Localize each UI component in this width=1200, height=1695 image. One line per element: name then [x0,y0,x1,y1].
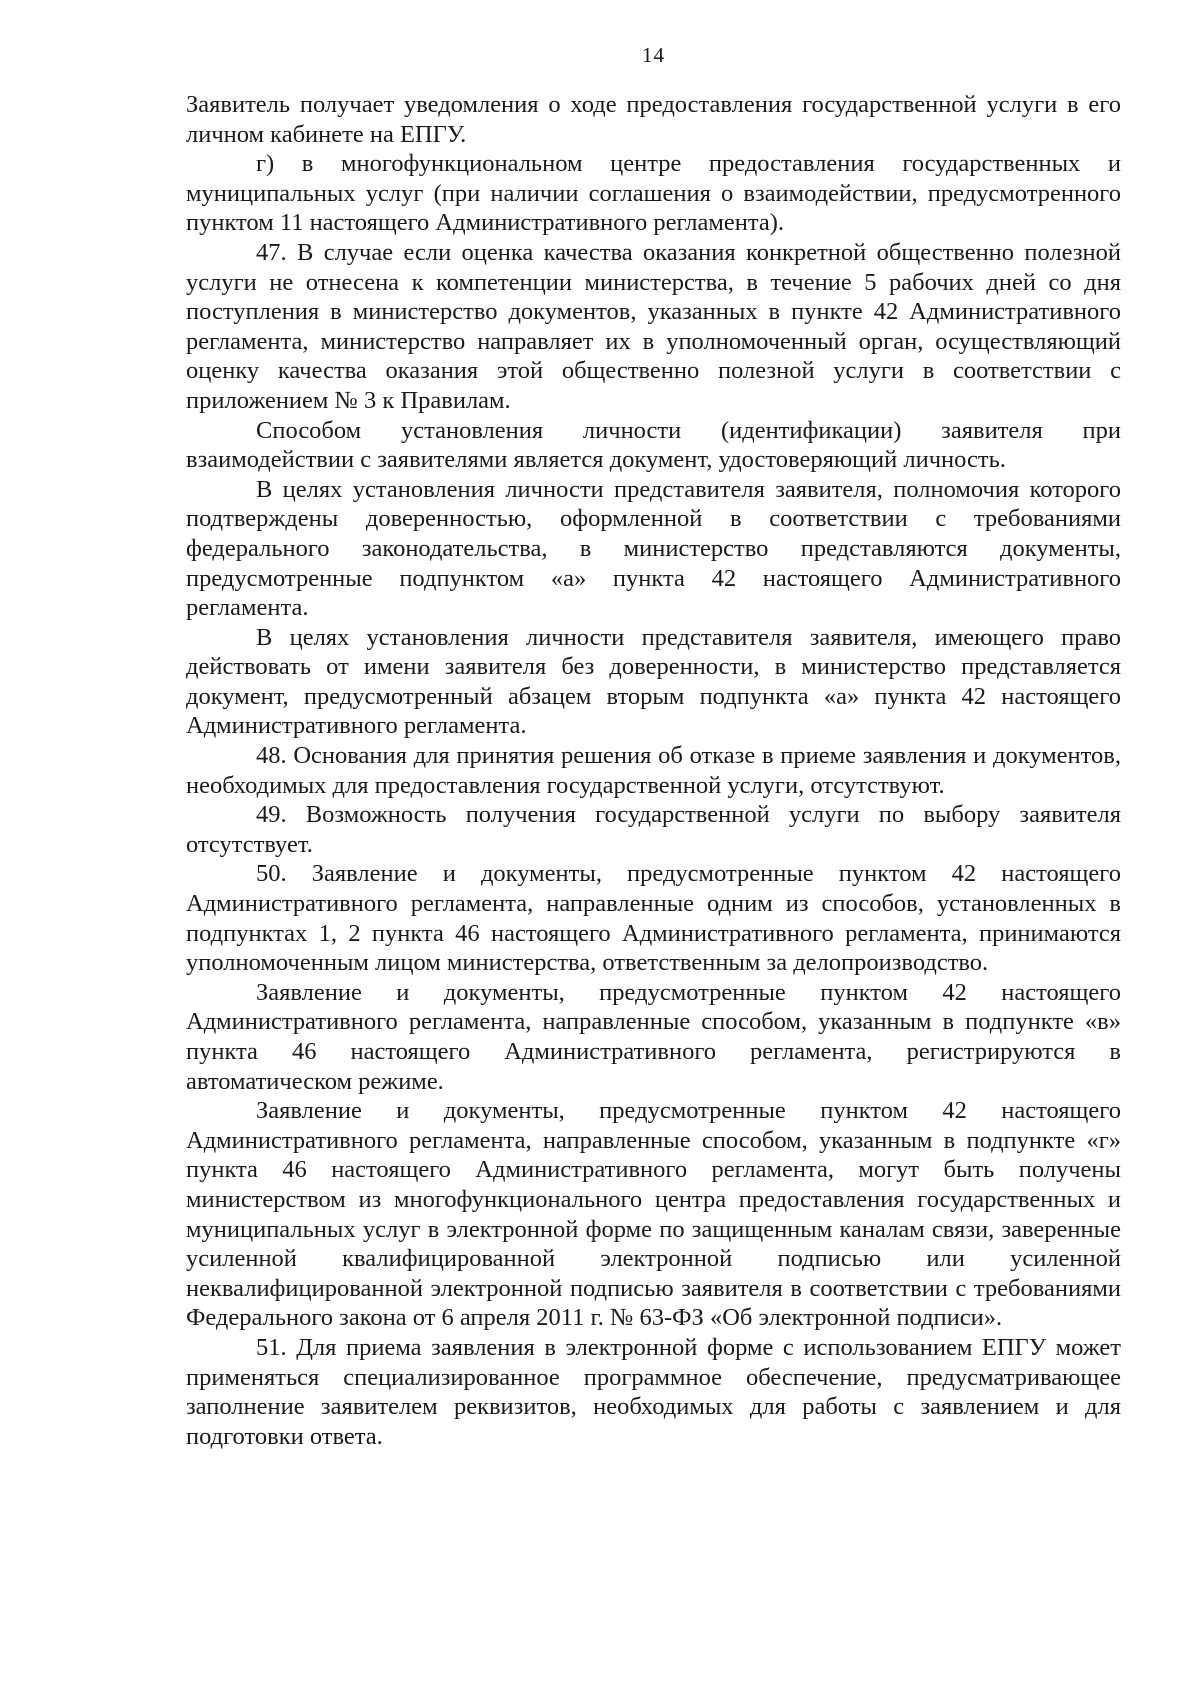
paragraph-51: 51. Для приема заявления в электронной форме с использованием ЕПГУ может применяться специализированное программное обеспечение, предусматривающее заполнение заявителем реквизитов, необходимых для работы с заявлением и для подготовки ответа. [186,1333,1121,1450]
paragraph-identification: Способом установления личности (идентификации) заявителя при взаимодействии с заявителями является документ, удостоверяющий личность. [186,416,1121,474]
paragraph-50: 50. Заявление и документы, предусмотренные пунктом 42 настоящего Административного регламента, направленные одним из способов, установленных в подпунктах 1, 2 пункта 46 настоящего Административного регламента, принимаются уполномоченным лицом министерства, ответственным за делопроизводство. [186,860,1121,977]
paragraph-48: 48. Основания для принятия решения об отказе в приеме заявления и документов, необходимых для предоставления государственной услуги, отсутствуют. [186,742,1121,799]
paragraph-47: 47. В случае если оценка качества оказания конкретной общественно полезной услуги не отнесена к компетенции министерства, в течение 5 рабочих дней со дня поступления в министерство документов, указанных в пункте 42 Административного регламента, министерство направляет их в уполномоченный орган, осуществляющий оценку качества оказания этой общественно полезной услуги в соответствии с приложением № 3 к Правилам. [186,238,1121,414]
paragraph-49: 49. Возможность получения государственной услуги по выбору заявителя отсутствует. [186,801,1121,858]
paragraph-auto-registration: Заявление и документы, предусмотренные пунктом 42 настоящего Административного регламента, направленные способом, указанным в подпункте «в» пункта 46 настоящего Административного регламента, регистрируются в автоматическом режиме. [186,978,1121,1095]
paragraph-representative-no-proxy: В целях установления личности представителя заявителя, имеющего право действовать от имени заявителя без доверенности, в министерство представляется документ, предусмотренный абзацем вторым подпункта «а» пункта 42 настоящего Административного регламента. [186,623,1121,740]
document-page [186,40,1121,1451]
paragraph-representative-proxy: В целях установления личности представителя заявителя, полномочия которого подтверждены доверенностью, оформленной в соответствии с требованиями федерального законодательства, в министерство представляются документы, предусмотренные подпунктом «а» пункта 42 настоящего Административного регламента. [186,475,1121,622]
paragraph-notifications: Заявитель получает уведомления о ходе предоставления государственной услуги в его личном кабинете на ЕПГУ. [186,91,1121,148]
paragraph-mfc-electronic: Заявление и документы, предусмотренные пунктом 42 настоящего Административного регламента, направленные способом, указанным в подпункте «г» пункта 46 настоящего Административного регламента, могут быть получены министерством из многофункционального центра предоставления государственных и муниципальных услуг в электронной форме по защищенным каналам связи, заверенные усиленной квалифицированной электронной подписью или усиленной неквалифицированной электронной подписью заявителя в соответствии с требованиями Федерального закона от 6 апреля 2011 г. № 63-ФЗ «Об электронной подписи». [186,1097,1121,1332]
paragraph-mfc: г) в многофункциональном центре предоставления государственных и муниципальных услуг (при наличии соглашения о взаимодействии, предусмотренного пунктом 11 настоящего Административного регламента). [186,150,1121,237]
page-number: 14 [642,43,665,67]
